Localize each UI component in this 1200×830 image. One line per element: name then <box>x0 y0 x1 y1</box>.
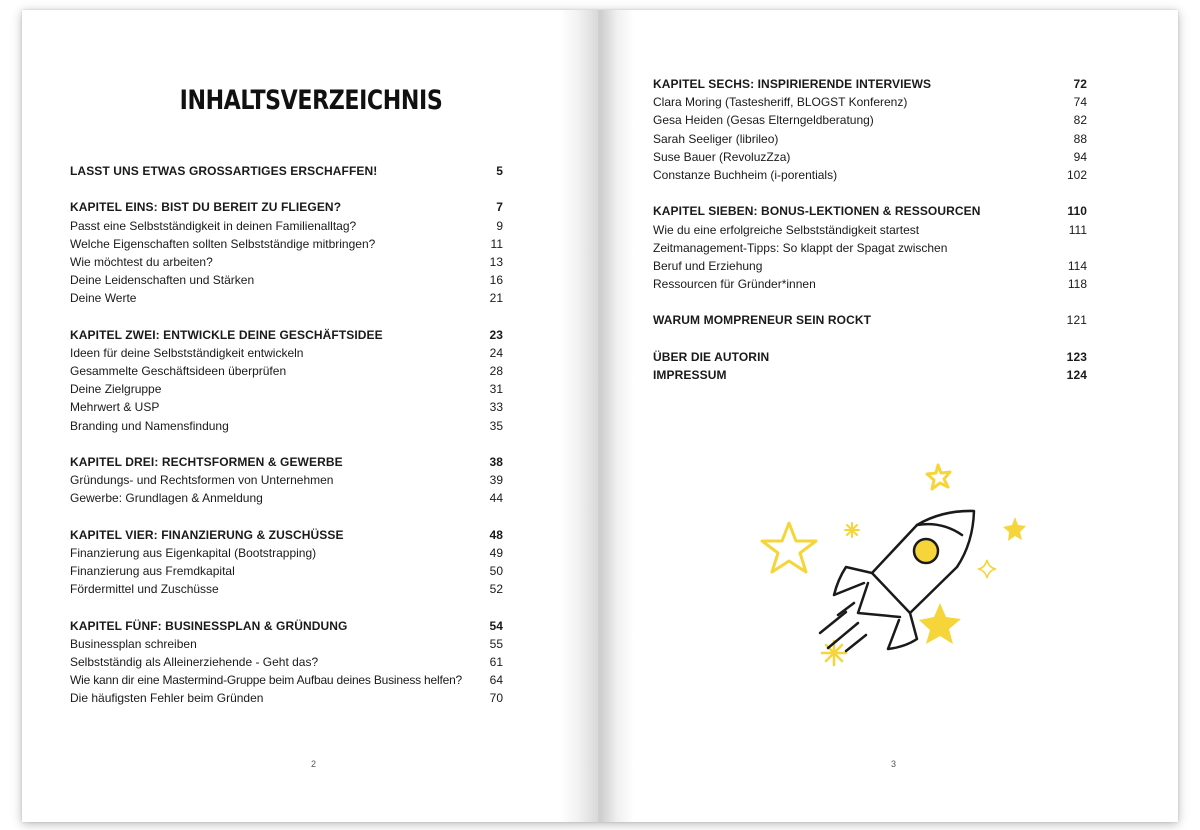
toc-entry[interactable]: Gesammelte Geschäftsideen überprüfen 28 <box>70 364 503 379</box>
toc-entry[interactable]: Passt eine Selbstständigkeit in deinen Familienalltag? 9 <box>70 218 503 233</box>
rocket-illustration <box>742 455 1042 675</box>
toc-heading[interactable]: KAPITEL SIEBEN: BONUS-LEKTIONEN & RESSOURCEN 110 <box>653 204 1087 219</box>
toc-entry[interactable]: Welche Eigenschaften sollten Selbstständige mitbringen? 11 <box>70 236 503 251</box>
toc-heading[interactable]: KAPITEL DREI: RECHTSFORMEN & GEWERBE 38 <box>70 455 503 469</box>
star-icon <box>1003 517 1026 541</box>
toc-entry[interactable]: Gesa Heiden (Gesas Elterngeldberatung) 82 <box>653 113 1087 128</box>
page-title: INHALTSVERZEICHNIS <box>179 85 443 116</box>
toc-entry[interactable]: Mehrwert & USP 33 <box>70 400 503 415</box>
toc-entry[interactable]: Wie möchtest du arbeiten? 13 <box>70 254 503 269</box>
star-icon <box>762 523 816 572</box>
toc-entry[interactable]: Finanzierung aus Eigenkapital (Bootstrapping) 49 <box>70 545 503 560</box>
star-icon <box>919 603 961 644</box>
toc-entry[interactable]: Branding und Namensfindung 35 <box>70 418 503 433</box>
toc-entry[interactable]: Deine Leidenschaften und Stärken 16 <box>70 273 503 288</box>
page-number-left: 2 <box>311 759 317 769</box>
toc-left <box>70 162 503 708</box>
toc-entry[interactable]: Clara Moring (Tastesheriff, BLOGST Konferenz) 74 <box>653 95 1087 110</box>
toc-heading[interactable]: ÜBER DIE AUTORIN 123 <box>653 349 1087 364</box>
toc-entry[interactable]: Selbstständig als Alleinerziehende - Geht das? 61 <box>70 655 503 670</box>
toc-heading[interactable]: KAPITEL VIER: FINANZIERUNG & ZUSCHÜSSE 48 <box>70 527 503 542</box>
toc-right <box>653 75 1087 384</box>
rocket-icon <box>820 511 974 651</box>
toc-entry[interactable]: Wie du eine erfolgreiche Selbstständigkeit startest 111 <box>653 222 1087 237</box>
toc-heading[interactable]: IMPRESSUM 124 <box>653 368 1087 382</box>
sparkle-icon <box>978 560 996 578</box>
toc-entry[interactable]: Suse Bauer (RevoluzZza) 94 <box>653 149 1087 164</box>
toc-entry[interactable]: Deine Zielgruppe 31 <box>70 382 503 397</box>
book-spine <box>598 10 602 822</box>
star-icon <box>927 465 950 489</box>
toc-entry[interactable]: Beruf und Erziehung 114 <box>653 258 1087 273</box>
toc-entry[interactable]: Die häufigsten Fehler beim Gründen 70 <box>70 691 503 706</box>
toc-entry[interactable]: Sarah Seeliger (librileo) 88 <box>653 131 1087 146</box>
rocket-window-icon <box>914 539 938 563</box>
toc-entry[interactable]: Fördermittel und Zuschüsse 52 <box>70 582 503 597</box>
toc-entry[interactable]: Gewerbe: Grundlagen & Anmeldung 44 <box>70 491 503 506</box>
toc-entry[interactable]: Wie kann dir eine Mastermind-Gruppe beim Aufbau deines Business helfen? 64 <box>70 673 503 688</box>
toc-entry[interactable]: Businessplan schreiben 55 <box>70 636 503 651</box>
toc-entry[interactable]: Deine Werte 21 <box>70 291 503 306</box>
toc-heading[interactable]: WARUM MOMPRENEUR SEIN ROCKT 121 <box>653 313 1087 328</box>
page-number-right: 3 <box>891 759 897 769</box>
toc-entry[interactable]: Ressourcen für Gründer*innen 118 <box>653 277 1087 292</box>
toc-heading[interactable]: KAPITEL ZWEI: ENTWICKLE DEINE GESCHÄFTSIDEE 23 <box>70 327 503 342</box>
sparkle-icon <box>845 523 859 537</box>
toc-entry[interactable]: Gründungs- und Rechtsformen von Unternehmen 39 <box>70 473 503 488</box>
toc-heading[interactable]: KAPITEL SECHS: INSPIRIERENDE INTERVIEWS 72 <box>653 77 1087 91</box>
toc-entry[interactable]: Ideen für deine Selbstständigkeit entwickeln 24 <box>70 345 503 360</box>
toc-entry[interactable]: Finanzierung aus Fremdkapital 50 <box>70 564 503 579</box>
toc-heading[interactable]: KAPITEL FÜNF: BUSINESSPLAN & GRÜNDUNG 54 <box>70 618 503 633</box>
toc-heading[interactable]: LASST UNS ETWAS GROSSARTIGES ERSCHAFFEN! 5 <box>70 164 503 178</box>
toc-heading[interactable]: KAPITEL EINS: BIST DU BEREIT ZU FLIEGEN? 7 <box>70 200 503 215</box>
toc-entry[interactable]: Zeitmanagement-Tipps: So klappt der Spagat zwischen <box>653 240 948 255</box>
toc-entry[interactable]: Constanze Buchheim (i-porentials) 102 <box>653 167 1087 182</box>
